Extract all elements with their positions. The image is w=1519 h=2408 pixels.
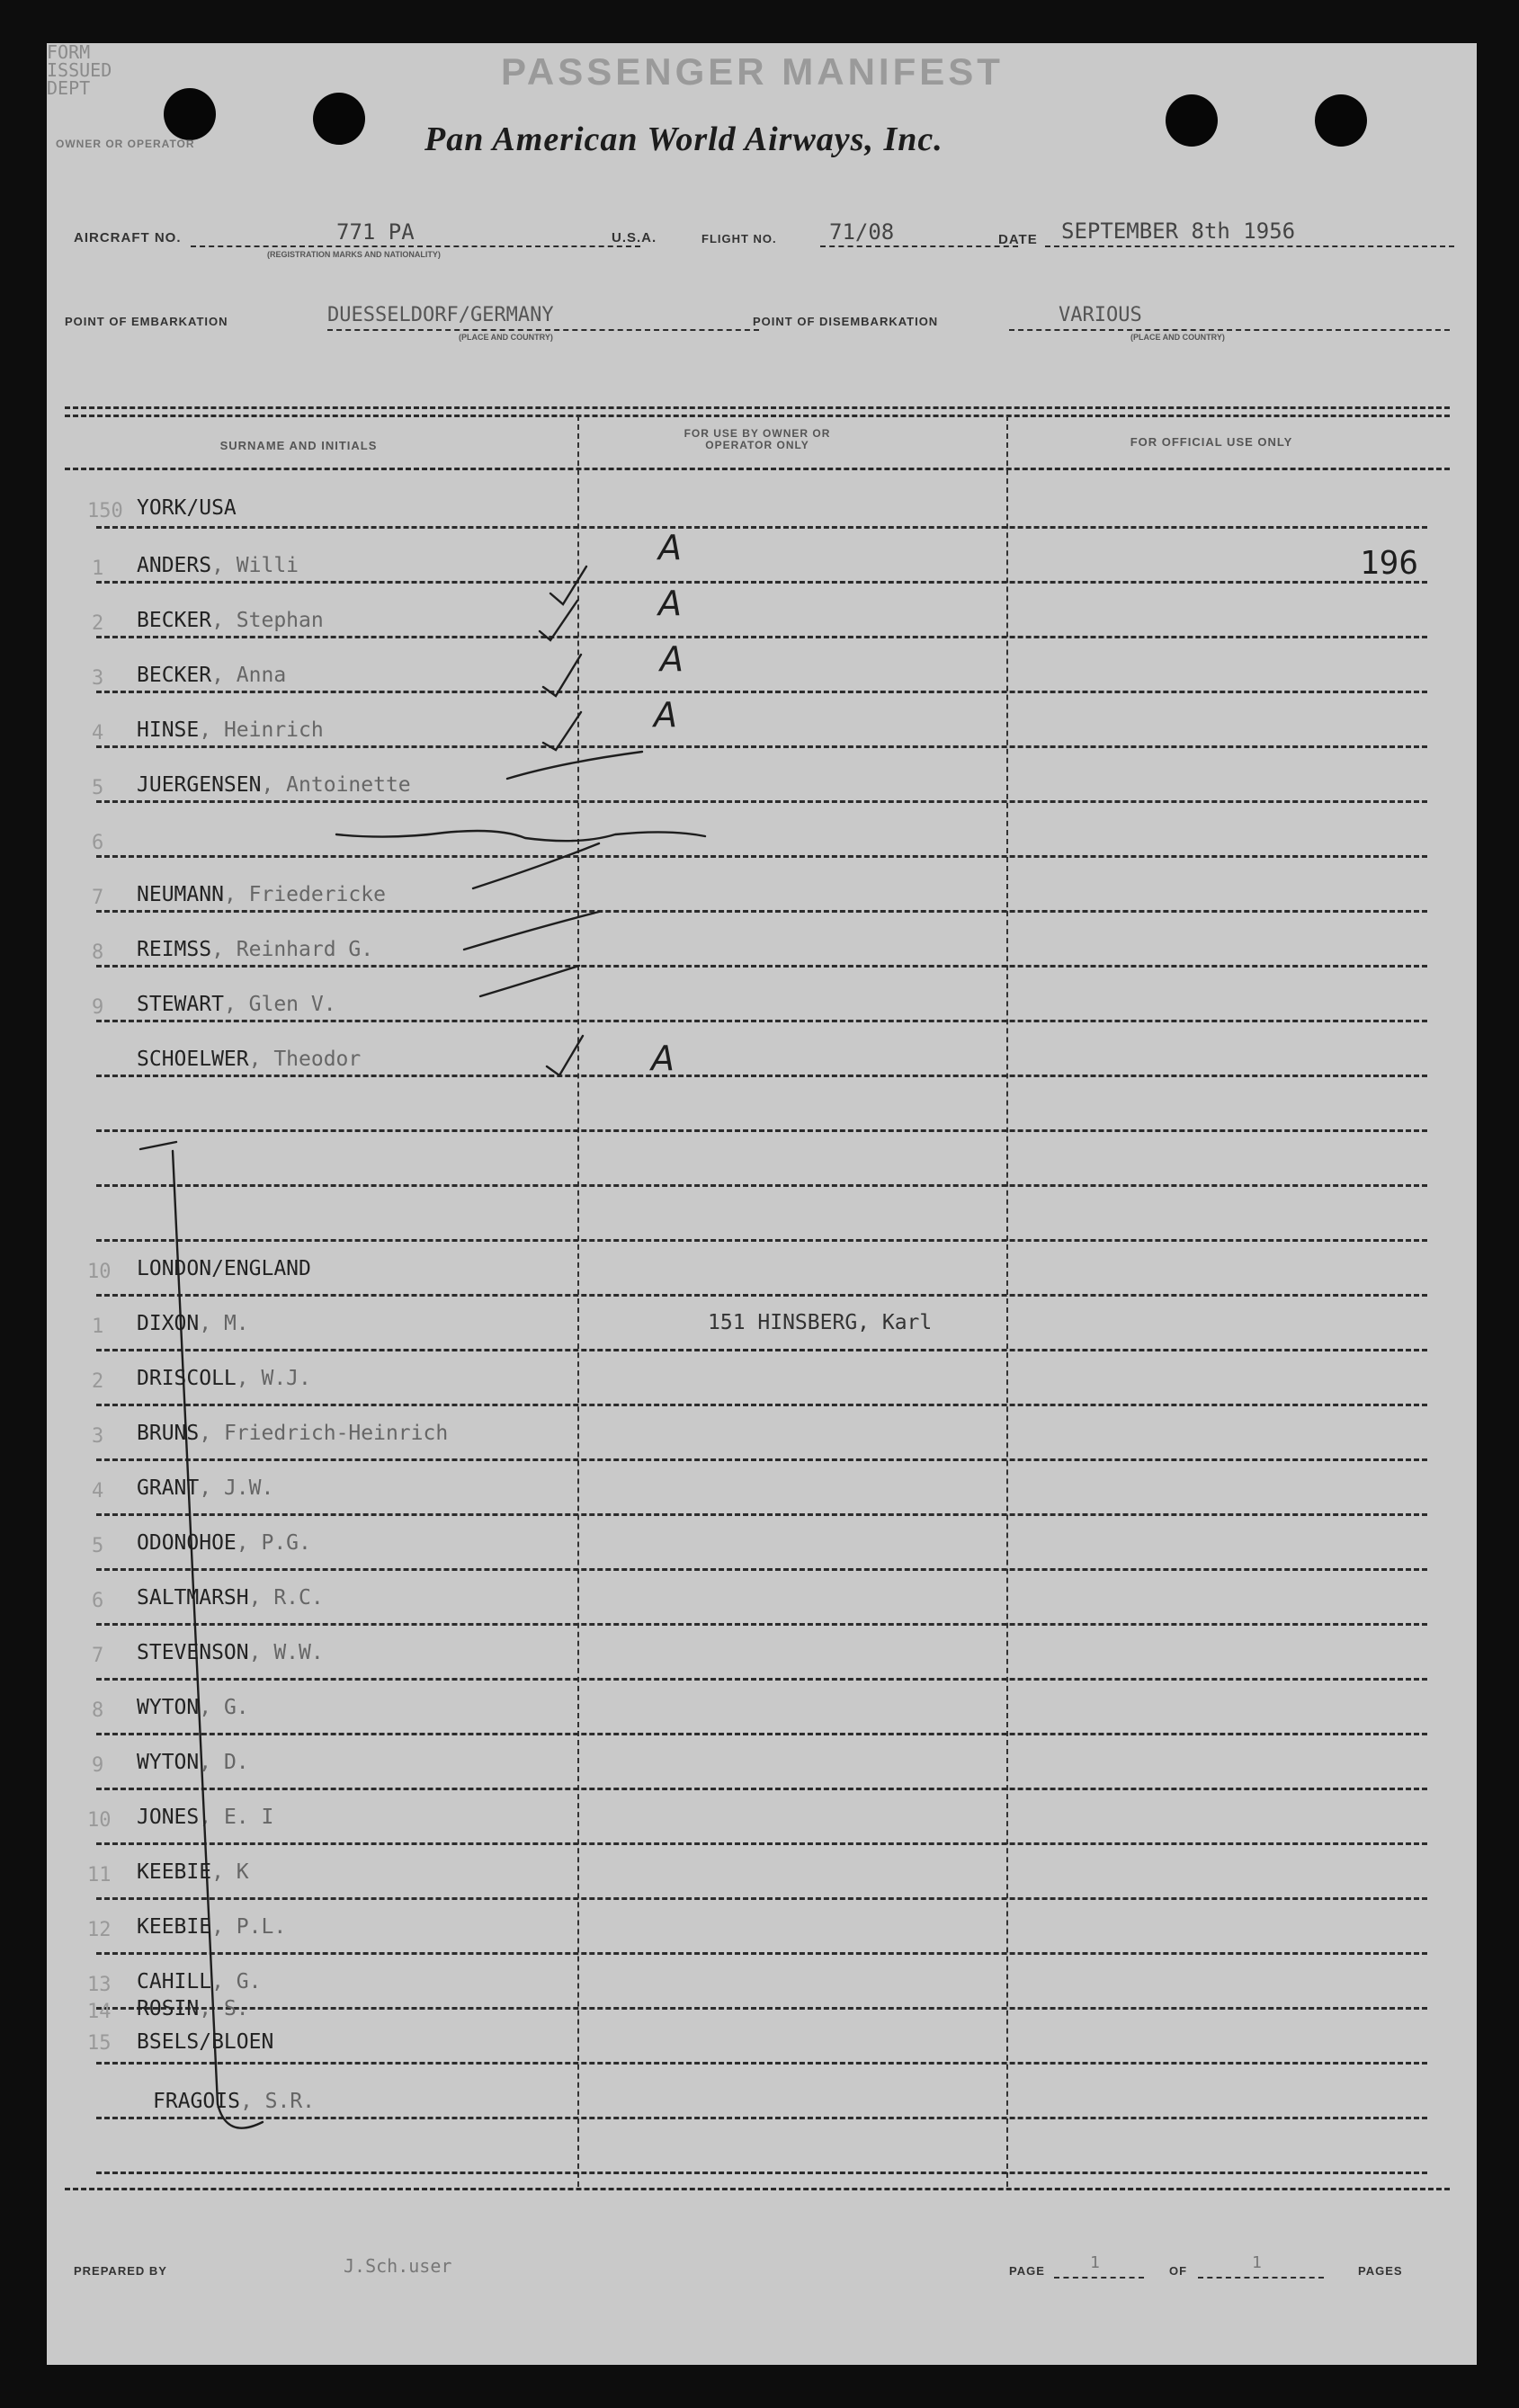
stamp-line: ISSUED [47, 59, 112, 81]
company-name: Pan American World Airways, Inc. [424, 120, 943, 158]
row-number: 1 [92, 1315, 104, 1338]
row-number: 10 [87, 1809, 112, 1832]
row-number: 9 [92, 996, 104, 1019]
prepared-label: PREPARED BY [74, 2264, 167, 2278]
aircraft-sub: (REGISTRATION MARKS AND NATIONALITY) [267, 250, 441, 259]
of-label: OF [1169, 2264, 1188, 2278]
passenger-initials: , Glen V. [223, 993, 336, 1016]
row-number: 4 [92, 722, 104, 745]
passenger-initials: , R.C. [248, 1586, 324, 1610]
passenger-initials: , S. [199, 1997, 249, 2020]
check-mark [543, 655, 581, 696]
row-number: 14 [87, 2001, 112, 2023]
handwritten-mark: A [658, 528, 682, 567]
row-number: 7 [92, 887, 104, 909]
check-mark [550, 566, 586, 604]
owner-note: 151 HINSBERG, Karl [708, 1311, 933, 1334]
passenger-surname: ODONOHOE [137, 1531, 237, 1555]
date-label: DATE [998, 232, 1038, 247]
pages-label: PAGES [1358, 2264, 1403, 2278]
passenger-initials: , Heinrich [199, 718, 324, 742]
page-value: 1 [1090, 2253, 1100, 2272]
passenger-surname: JONES [137, 1806, 200, 1829]
manifest-title: PASSENGER MANIFEST [501, 50, 1004, 93]
row-number: 8 [92, 1699, 104, 1722]
passenger-surname: CAHILL [137, 1970, 212, 1993]
passenger-surname: YORK/USA [137, 496, 237, 520]
row-number: 11 [87, 1864, 112, 1886]
handwritten-mark: A [654, 695, 677, 735]
disembark-label: POINT OF DISEMBARKATION [753, 315, 939, 328]
passenger-initials: , P.L. [211, 1915, 287, 1939]
row-number: 1 [92, 557, 104, 580]
passenger-initials: , G. [211, 1970, 262, 1993]
passenger-initials: , Friedericke [223, 883, 386, 906]
passenger-surname: DRISCOLL [137, 1367, 237, 1390]
manifest-sheet [47, 43, 1477, 2365]
passenger-surname: STEVENSON [137, 1641, 249, 1664]
check-mark [473, 843, 599, 888]
embark-value: DUESSELDORF/GERMANY [327, 304, 554, 326]
passenger-initials: , E. I [199, 1806, 274, 1829]
passenger-initials: , M. [199, 1312, 249, 1335]
flight-value: 71/08 [829, 219, 895, 245]
row-number: 6 [92, 832, 104, 854]
aircraft-label: AIRCRAFT NO. [74, 230, 182, 245]
strike-line [336, 831, 705, 841]
row-number: 5 [92, 777, 104, 799]
passenger-surname: WYTON [137, 1696, 200, 1719]
passenger-surname: NEUMANN [137, 883, 224, 906]
passenger-surname: SCHOELWER [137, 1048, 249, 1071]
passenger-surname: KEEBIE [137, 1915, 212, 1939]
check-mark [464, 912, 599, 950]
date-value: SEPTEMBER 8th 1956 [1061, 219, 1296, 244]
row-number: 6 [92, 1590, 104, 1612]
passenger-initials: , W.W. [248, 1641, 324, 1664]
row-number: 2 [92, 612, 104, 635]
passenger-initials: , W.J. [236, 1367, 311, 1390]
row-number: 5 [92, 1535, 104, 1557]
passenger-surname: WYTON [137, 1751, 200, 1774]
usa-label: U.S.A. [612, 230, 657, 245]
passenger-surname: BRUNS [137, 1422, 200, 1445]
handwritten-mark: A [658, 584, 682, 623]
embark-label: POINT OF EMBARKATION [65, 315, 228, 328]
passenger-initials: , D. [199, 1751, 249, 1774]
row-number: 150 [87, 500, 123, 522]
passenger-initials: , G. [199, 1696, 249, 1719]
column-header-owner: FOR USE BY OWNER OR OPERATOR ONLY [684, 427, 831, 451]
stamp-line: FORM [47, 41, 91, 63]
row-number: 15 [87, 2032, 112, 2055]
passenger-initials: , Antoinette [261, 773, 411, 797]
passenger-surname: ROSIN [137, 1997, 200, 2020]
column-header-official: FOR OFFICIAL USE ONLY [1130, 435, 1293, 449]
passenger-surname: LONDON/ENGLAND [137, 1257, 311, 1280]
disembark-value: VARIOUS [1059, 304, 1142, 326]
passenger-surname: FRAGOIS [153, 2090, 240, 2113]
passenger-initials: , Willi [211, 554, 299, 577]
check-mark [540, 601, 577, 640]
check-mark [507, 752, 642, 779]
of-value: 1 [1252, 2253, 1262, 2272]
passenger-initials: , P.G. [236, 1531, 311, 1555]
passenger-initials: , Friedrich-Heinrich [199, 1422, 449, 1445]
handwritten-marks [47, 43, 1477, 2365]
passenger-surname: KEEBIE [137, 1860, 212, 1884]
row-number: 13 [87, 1974, 112, 1996]
passenger-initials: , J.W. [199, 1476, 274, 1500]
passenger-initials: , Stephan [211, 609, 324, 632]
strike-line [140, 1142, 176, 1149]
row-number: 3 [92, 667, 104, 690]
passenger-initials: , Reinhard G. [211, 938, 374, 961]
row-number: 3 [92, 1425, 104, 1448]
row-number: 2 [92, 1370, 104, 1393]
passenger-surname: JUERGENSEN [137, 773, 262, 797]
row-number: 12 [87, 1919, 112, 1941]
passenger-surname: REIMSS [137, 938, 212, 961]
passenger-surname: GRANT [137, 1476, 200, 1500]
check-mark [547, 1036, 583, 1075]
passenger-surname: BECKER [137, 609, 212, 632]
handwritten-mark: A [660, 639, 684, 679]
disembark-sub: (PLACE AND COUNTRY) [1130, 333, 1225, 342]
row-number: 8 [92, 941, 104, 964]
passenger-surname: BECKER [137, 664, 212, 687]
passenger-surname: DIXON [137, 1312, 200, 1335]
owner-label: OWNER OR OPERATOR [56, 138, 195, 150]
prepared-value: J.Sch.user [344, 2255, 452, 2277]
check-mark [543, 712, 581, 750]
check-mark [480, 966, 579, 996]
row-number: 4 [92, 1480, 104, 1503]
passenger-surname: HINSE [137, 718, 200, 742]
passenger-surname: ANDERS [137, 554, 212, 577]
column-header-name: SURNAME AND INITIALS [219, 439, 378, 452]
passenger-initials: , Anna [211, 664, 287, 687]
passenger-initials: , S.R. [239, 2090, 316, 2113]
flight-label: FLIGHT NO. [701, 232, 777, 245]
passenger-initials: , Theodor [248, 1048, 362, 1071]
handwritten-mark: A [651, 1039, 675, 1078]
aircraft-value: 771 PA [336, 219, 415, 245]
row-number: 7 [92, 1645, 104, 1667]
row-number: 10 [87, 1261, 112, 1283]
passenger-surname: STEWART [137, 993, 224, 1016]
passenger-surname: BSELS/BLOEN [137, 2030, 274, 2054]
passenger-surname: SALTMARSH [137, 1586, 249, 1610]
page-label: PAGE [1009, 2264, 1045, 2278]
passenger-initials: , K [211, 1860, 249, 1884]
embark-sub: (PLACE AND COUNTRY) [459, 333, 553, 342]
strike-line [173, 1151, 263, 2128]
row-number: 9 [92, 1754, 104, 1777]
official-use-number: 196 [1360, 545, 1419, 582]
stamp-line: DEPT [47, 77, 91, 99]
